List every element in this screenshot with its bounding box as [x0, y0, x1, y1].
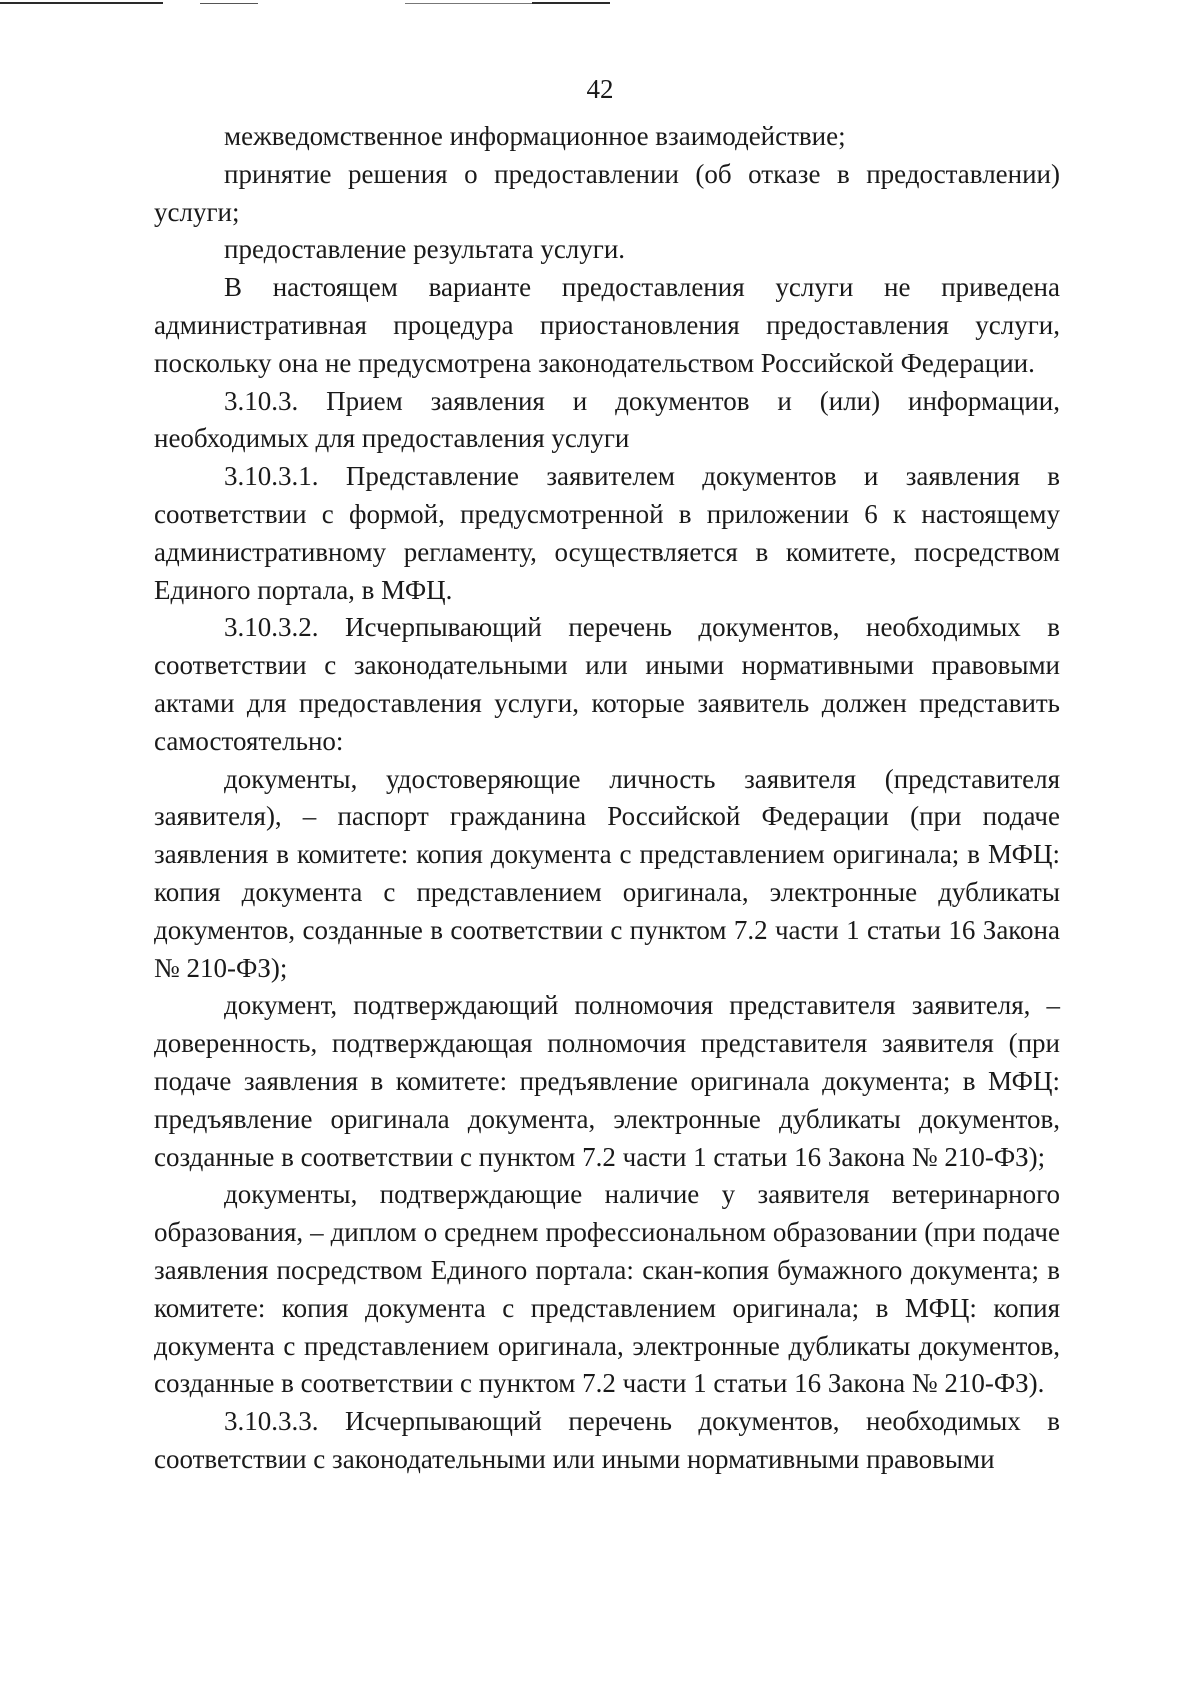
paragraph: предоставление результата услуги.	[224, 234, 626, 265]
paragraph: В настоящем варианте предоставления услуги не приведена административная процедура приостановления предоставления услуги, поскольку она не предусмотрена законодательством Российской Федерации.	[154, 272, 1060, 378]
paragraph: документ, подтверждающий полномочия представителя заявителя, – доверенность, подтверждающая полномочия представителя заявителя (при подаче заявления в комитете: предъявление оригинала документа; в МФЦ: предъявление оригинала документа, электронные дубликаты документов, созданные в соответствии с пунктом 7.2 части 1 статьи 16 Закона № 210-ФЗ);	[154, 990, 1060, 1172]
scan-artifact-line	[532, 2, 610, 4]
page-number: 42	[586, 74, 614, 104]
scan-artifact-line	[200, 3, 258, 4]
document-body	[154, 118, 1060, 1479]
scan-artifact-line	[405, 3, 535, 4]
scan-artifact-line	[0, 2, 163, 4]
paragraph: 3.10.3.3. Исчерпывающий перечень документов, необходимых в соответствии с законодательными или иными нормативными правовыми	[154, 1406, 1060, 1474]
paragraph: 3.10.3.2. Исчерпывающий перечень документов, необходимых в соответствии с законодательными или иными нормативными правовыми актами для предоставления услуги, которые заявитель должен представить самостоятельно:	[154, 612, 1060, 756]
paragraph: принятие решения о предоставлении (об отказе в предоставлении) услуги;	[154, 158, 1060, 227]
paragraph: документы, удостоверяющие личность заявителя (представителя заявителя), – паспорт гражданина Российской Федерации (при подаче заявления в комитете: копия документа с представлением оригинала; в МФЦ: копия документа с представлением оригинала, электронные дубликаты документов, созданные в соответствии с пунктом 7.2 части 1 статьи 16 Закона № 210-ФЗ);	[154, 763, 1060, 983]
paragraph: межведомственное информационное взаимодействие;	[224, 121, 846, 151]
paragraph: документы, подтверждающие наличие у заявителя ветеринарного образования, – диплом о среднем профессиональном образовании (при подаче заявления посредством Единого портала: скан-копия бумажного документа; в комитете: копия документа с представлением оригинала; в МФЦ: копия документа с представлением оригинала, электронные дубликаты документов, созданные в соответствии с пунктом 7.2 части 1 статьи 16 Закона № 210-ФЗ).	[154, 1179, 1060, 1399]
paragraph: 3.10.3. Прием заявления и документов и (или) информации, необходимых для предоставления услуги	[154, 385, 1060, 454]
paragraph: 3.10.3.1. Представление заявителем документов и заявления в соответствии с формой, предусмотренной в приложении 6 к настоящему административному регламенту, осуществляется в комитете, посредством Единого портала, в МФЦ.	[154, 461, 1060, 605]
